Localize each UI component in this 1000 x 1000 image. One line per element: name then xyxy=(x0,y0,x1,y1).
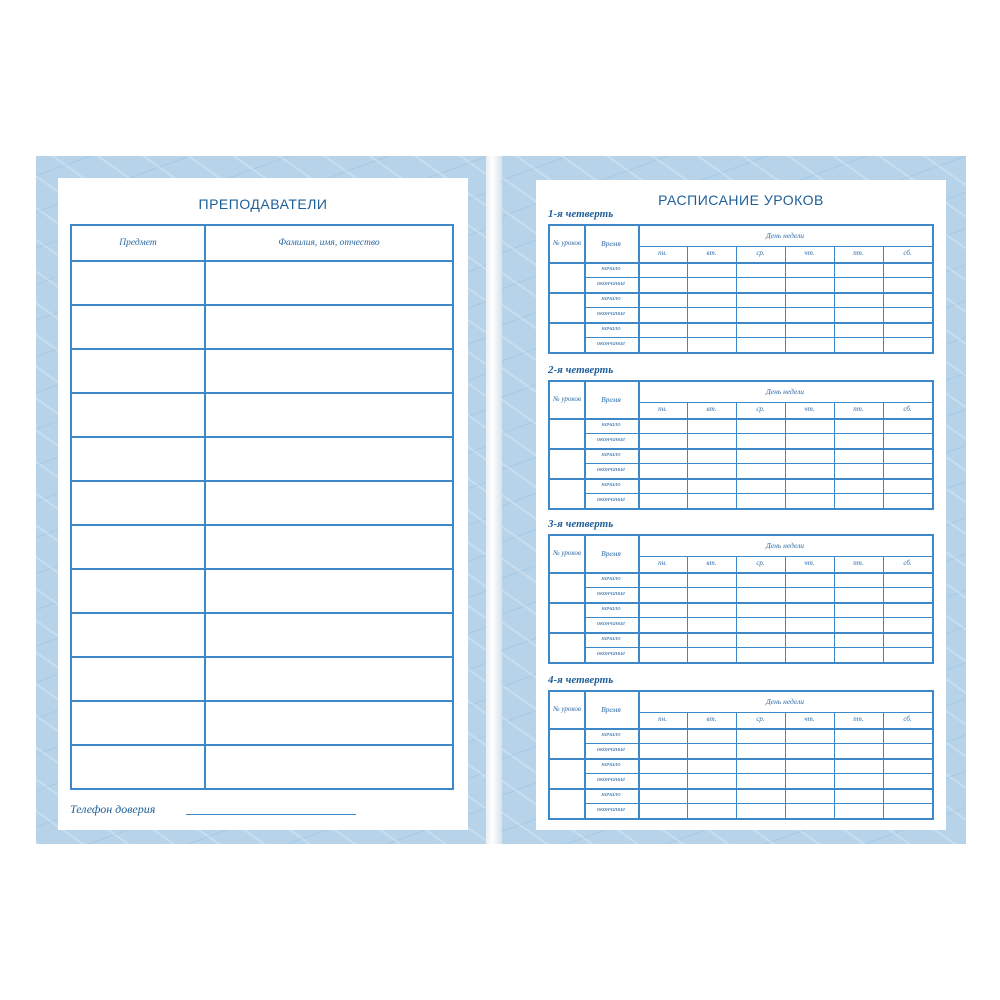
week-day-header: День недели xyxy=(765,387,805,397)
schedule-cell[interactable] xyxy=(785,337,834,352)
lesson-number-header: № уроков xyxy=(553,549,581,558)
schedule-cell[interactable] xyxy=(638,602,687,617)
schedule-cell[interactable] xyxy=(834,758,883,773)
teacher-row[interactable] xyxy=(72,568,452,614)
schedule-cell[interactable] xyxy=(883,463,932,478)
schedule-cell[interactable] xyxy=(638,478,687,493)
day-header: вт. xyxy=(706,249,717,258)
schedule-cell[interactable] xyxy=(785,617,834,632)
day-header: сб. xyxy=(903,715,912,724)
schedule-cell[interactable] xyxy=(736,743,785,758)
quarter-label: 4-я четверть xyxy=(548,674,614,686)
schedule-cell[interactable] xyxy=(785,602,834,617)
schedule-cell[interactable] xyxy=(883,478,932,493)
time-cell: окончание xyxy=(596,280,626,288)
schedule-cell[interactable] xyxy=(736,773,785,788)
teachers-page xyxy=(58,178,468,830)
schedule-cell[interactable] xyxy=(785,587,834,602)
schedule-cell[interactable] xyxy=(638,337,687,352)
schedule-cell[interactable] xyxy=(638,307,687,322)
schedule-cell[interactable] xyxy=(638,262,687,277)
quarter-label: 2-я четверть xyxy=(548,364,614,376)
day-header: чт. xyxy=(804,715,815,724)
time-cell: окончание xyxy=(596,496,626,504)
time-cell: окончание xyxy=(596,436,626,444)
week-day-header: День недели xyxy=(765,697,805,707)
schedule-cell[interactable] xyxy=(834,587,883,602)
schedule-cell[interactable] xyxy=(883,632,932,647)
time-cell: окончание xyxy=(596,620,626,628)
schedule-cell[interactable] xyxy=(883,418,932,433)
teacher-row[interactable] xyxy=(72,524,452,570)
day-header: ср. xyxy=(756,715,765,724)
teacher-row[interactable] xyxy=(72,348,452,394)
schedule-cell[interactable] xyxy=(736,433,785,448)
schedule-cell[interactable] xyxy=(736,322,785,337)
schedule-cell[interactable] xyxy=(687,478,736,493)
schedule-cell[interactable] xyxy=(834,262,883,277)
schedule-cell[interactable] xyxy=(785,322,834,337)
teacher-row[interactable] xyxy=(72,612,452,658)
schedule-cell[interactable] xyxy=(834,602,883,617)
schedule-cell[interactable] xyxy=(638,493,687,508)
lesson-number-header: № уроков xyxy=(553,705,581,714)
schedule-cell[interactable] xyxy=(883,602,932,617)
day-header: сб. xyxy=(903,405,912,414)
schedule-cell[interactable] xyxy=(834,277,883,292)
schedule-cell[interactable] xyxy=(687,572,736,587)
time-cell: начало xyxy=(601,605,621,613)
schedule-cell[interactable] xyxy=(736,418,785,433)
schedule-cell[interactable] xyxy=(785,463,834,478)
schedule-cell[interactable] xyxy=(736,493,785,508)
schedule-table xyxy=(548,380,934,510)
day-header: чт. xyxy=(804,559,815,568)
day-header: сб. xyxy=(903,249,912,258)
schedule-cell[interactable] xyxy=(687,728,736,743)
schedule-cell[interactable] xyxy=(883,448,932,463)
schedule-cell[interactable] xyxy=(883,572,932,587)
time-cell: начало xyxy=(601,481,621,489)
day-header: пт. xyxy=(853,559,864,568)
day-header: чт. xyxy=(804,405,815,414)
time-cell: начало xyxy=(601,325,621,333)
schedule-cell[interactable] xyxy=(883,262,932,277)
schedule-cell[interactable] xyxy=(883,788,932,803)
schedule-cell[interactable] xyxy=(687,617,736,632)
schedule-cell[interactable] xyxy=(687,788,736,803)
schedule-cell[interactable] xyxy=(687,632,736,647)
week-day-header: День недели xyxy=(765,541,805,551)
time-cell: начало xyxy=(601,635,621,643)
schedule-cell[interactable] xyxy=(638,788,687,803)
day-header: сб. xyxy=(903,559,912,568)
schedule-cell[interactable] xyxy=(736,292,785,307)
schedule-cell[interactable] xyxy=(736,587,785,602)
schedule-cell[interactable] xyxy=(736,632,785,647)
day-header: пт. xyxy=(853,249,864,258)
schedule-cell[interactable] xyxy=(834,647,883,662)
schedule-cell[interactable] xyxy=(834,803,883,818)
schedule-cell[interactable] xyxy=(834,493,883,508)
schedule-cell[interactable] xyxy=(638,418,687,433)
schedule-cell[interactable] xyxy=(736,337,785,352)
schedule-cell[interactable] xyxy=(736,262,785,277)
teacher-row[interactable] xyxy=(72,436,452,482)
schedule-cell[interactable] xyxy=(638,587,687,602)
week-day-header: День недели xyxy=(765,231,805,241)
schedule-cell[interactable] xyxy=(785,262,834,277)
day-header: пт. xyxy=(853,405,864,414)
schedule-cell[interactable] xyxy=(687,773,736,788)
schedule-cell[interactable] xyxy=(638,647,687,662)
schedule-cell[interactable] xyxy=(638,758,687,773)
schedule-cell[interactable] xyxy=(883,493,932,508)
schedule-cell[interactable] xyxy=(687,262,736,277)
schedule-cell[interactable] xyxy=(736,602,785,617)
schedule-cell[interactable] xyxy=(785,292,834,307)
schedule-cell[interactable] xyxy=(785,572,834,587)
schedule-cell[interactable] xyxy=(785,277,834,292)
schedule-cell[interactable] xyxy=(687,602,736,617)
schedule-cell[interactable] xyxy=(834,418,883,433)
schedule-cell[interactable] xyxy=(687,803,736,818)
schedule-cell[interactable] xyxy=(687,433,736,448)
time-cell: окончание xyxy=(596,746,626,754)
schedule-cell[interactable] xyxy=(834,307,883,322)
schedule-cell[interactable] xyxy=(834,773,883,788)
schedule-cell[interactable] xyxy=(785,773,834,788)
schedule-cell[interactable] xyxy=(834,337,883,352)
teacher-row[interactable] xyxy=(72,700,452,746)
schedule-cell[interactable] xyxy=(687,307,736,322)
day-header: ср. xyxy=(756,405,765,414)
day-header: вт. xyxy=(706,559,717,568)
schedule-table xyxy=(548,224,934,354)
schedule-cell[interactable] xyxy=(736,803,785,818)
schedule-cell[interactable] xyxy=(638,322,687,337)
schedule-cell[interactable] xyxy=(736,307,785,322)
schedule-cell[interactable] xyxy=(785,478,834,493)
schedule-cell[interactable] xyxy=(785,632,834,647)
schedule-cell[interactable] xyxy=(687,292,736,307)
schedule-cell[interactable] xyxy=(687,322,736,337)
teacher-row[interactable] xyxy=(72,480,452,526)
schedule-cell[interactable] xyxy=(638,803,687,818)
schedule-cell[interactable] xyxy=(785,307,834,322)
time-cell: начало xyxy=(601,451,621,459)
teacher-row[interactable] xyxy=(72,744,452,790)
schedule-cell[interactable] xyxy=(834,448,883,463)
schedule-cell[interactable] xyxy=(687,587,736,602)
schedule-cell[interactable] xyxy=(687,418,736,433)
schedule-cell[interactable] xyxy=(785,803,834,818)
schedule-cell[interactable] xyxy=(834,632,883,647)
schedule-cell[interactable] xyxy=(834,617,883,632)
day-header: чт. xyxy=(804,249,815,258)
schedule-cell[interactable] xyxy=(834,728,883,743)
schedule-cell[interactable] xyxy=(883,758,932,773)
schedule-cell[interactable] xyxy=(687,743,736,758)
schedule-cell[interactable] xyxy=(883,277,932,292)
schedule-cell[interactable] xyxy=(687,758,736,773)
time-header: Время xyxy=(601,239,621,249)
teacher-row[interactable] xyxy=(72,656,452,702)
schedule-cell[interactable] xyxy=(638,463,687,478)
schedule-cell[interactable] xyxy=(883,773,932,788)
schedule-cell[interactable] xyxy=(834,433,883,448)
schedule-cell[interactable] xyxy=(834,788,883,803)
schedule-cell[interactable] xyxy=(736,572,785,587)
teacher-row[interactable] xyxy=(72,392,452,438)
schedule-cell[interactable] xyxy=(834,478,883,493)
schedule-cell[interactable] xyxy=(638,773,687,788)
schedule-cell[interactable] xyxy=(883,617,932,632)
schedule-cell[interactable] xyxy=(883,743,932,758)
day-header: пн. xyxy=(658,559,667,568)
schedule-cell[interactable] xyxy=(638,433,687,448)
day-header: вт. xyxy=(706,715,717,724)
day-header: ср. xyxy=(756,559,765,568)
day-header: вт. xyxy=(706,405,717,414)
teacher-row[interactable] xyxy=(72,260,452,306)
time-cell: окончание xyxy=(596,650,626,658)
time-cell: начало xyxy=(601,761,621,769)
schedule-cell[interactable] xyxy=(638,632,687,647)
quarter-label: 1-я четверть xyxy=(548,208,614,220)
schedule-cell[interactable] xyxy=(785,788,834,803)
schedule-cell[interactable] xyxy=(638,728,687,743)
schedule-cell[interactable] xyxy=(883,292,932,307)
schedule-cell[interactable] xyxy=(736,478,785,493)
schedule-cell[interactable] xyxy=(638,572,687,587)
time-cell: начало xyxy=(601,791,621,799)
schedule-cell[interactable] xyxy=(736,758,785,773)
time-header: Время xyxy=(601,705,621,715)
day-header: пт. xyxy=(853,715,864,724)
schedule-cell[interactable] xyxy=(883,433,932,448)
schedule-cell[interactable] xyxy=(687,647,736,662)
time-header: Время xyxy=(601,549,621,559)
time-cell: начало xyxy=(601,421,621,429)
schedule-cell[interactable] xyxy=(834,463,883,478)
quarter-label: 3-я четверть xyxy=(548,518,614,530)
schedule-cell[interactable] xyxy=(785,493,834,508)
subject-header: Предмет xyxy=(119,238,157,248)
schedule-page xyxy=(536,180,946,830)
schedule-cell[interactable] xyxy=(736,728,785,743)
book-gutter xyxy=(486,156,502,844)
time-cell: окончание xyxy=(596,776,626,784)
schedule-cell[interactable] xyxy=(834,292,883,307)
time-cell: окончание xyxy=(596,590,626,598)
schedule-cell[interactable] xyxy=(883,803,932,818)
schedule-cell[interactable] xyxy=(834,322,883,337)
time-cell: начало xyxy=(601,731,621,739)
time-cell: окончание xyxy=(596,310,626,318)
time-cell: начало xyxy=(601,295,621,303)
teacher-name-header: Фамилия, имя, отчество xyxy=(278,238,380,248)
hotline-field[interactable] xyxy=(186,814,356,815)
lesson-number-header: № уроков xyxy=(553,239,581,248)
schedule-cell[interactable] xyxy=(785,743,834,758)
teacher-row[interactable] xyxy=(72,304,452,350)
schedule-cell[interactable] xyxy=(834,743,883,758)
schedule-cell[interactable] xyxy=(883,647,932,662)
schedule-cell[interactable] xyxy=(785,418,834,433)
time-header: Время xyxy=(601,395,621,405)
day-header: пн. xyxy=(658,249,667,258)
time-cell: окончание xyxy=(596,340,626,348)
schedule-cell[interactable] xyxy=(638,448,687,463)
schedule-cell[interactable] xyxy=(736,463,785,478)
day-header: ср. xyxy=(756,249,765,258)
time-cell: окончание xyxy=(596,806,626,814)
schedule-cell[interactable] xyxy=(687,337,736,352)
schedule-cell[interactable] xyxy=(638,292,687,307)
schedule-cell[interactable] xyxy=(883,587,932,602)
schedule-cell[interactable] xyxy=(638,617,687,632)
schedule-cell[interactable] xyxy=(736,788,785,803)
schedule-cell[interactable] xyxy=(785,647,834,662)
hotline-label: Телефон доверия xyxy=(70,802,156,816)
schedule-cell[interactable] xyxy=(883,307,932,322)
teachers-table xyxy=(70,224,454,790)
schedule-cell[interactable] xyxy=(736,277,785,292)
schedule-cell[interactable] xyxy=(736,617,785,632)
schedule-cell[interactable] xyxy=(687,277,736,292)
schedule-cell[interactable] xyxy=(883,322,932,337)
schedule-table xyxy=(548,690,934,820)
schedule-cell[interactable] xyxy=(736,647,785,662)
schedule-cell[interactable] xyxy=(834,572,883,587)
day-header: пн. xyxy=(658,715,667,724)
teachers-title: ПРЕПОДАВАТЕЛИ xyxy=(198,196,328,212)
schedule-cell[interactable] xyxy=(687,448,736,463)
day-header: пн. xyxy=(658,405,667,414)
schedule-cell[interactable] xyxy=(785,433,834,448)
schedule-title: РАСПИСАНИЕ УРОКОВ xyxy=(658,192,824,208)
schedule-cell[interactable] xyxy=(638,277,687,292)
lesson-number-header: № уроков xyxy=(553,395,581,404)
schedule-cell[interactable] xyxy=(785,728,834,743)
time-cell: начало xyxy=(601,265,621,273)
schedule-table xyxy=(548,534,934,664)
schedule-cell[interactable] xyxy=(785,758,834,773)
schedule-cell[interactable] xyxy=(638,743,687,758)
time-cell: окончание xyxy=(596,466,626,474)
schedule-cell[interactable] xyxy=(687,463,736,478)
schedule-cell[interactable] xyxy=(883,337,932,352)
schedule-cell[interactable] xyxy=(736,448,785,463)
schedule-cell[interactable] xyxy=(785,448,834,463)
schedule-cell[interactable] xyxy=(883,728,932,743)
time-cell: начало xyxy=(601,575,621,583)
schedule-cell[interactable] xyxy=(687,493,736,508)
